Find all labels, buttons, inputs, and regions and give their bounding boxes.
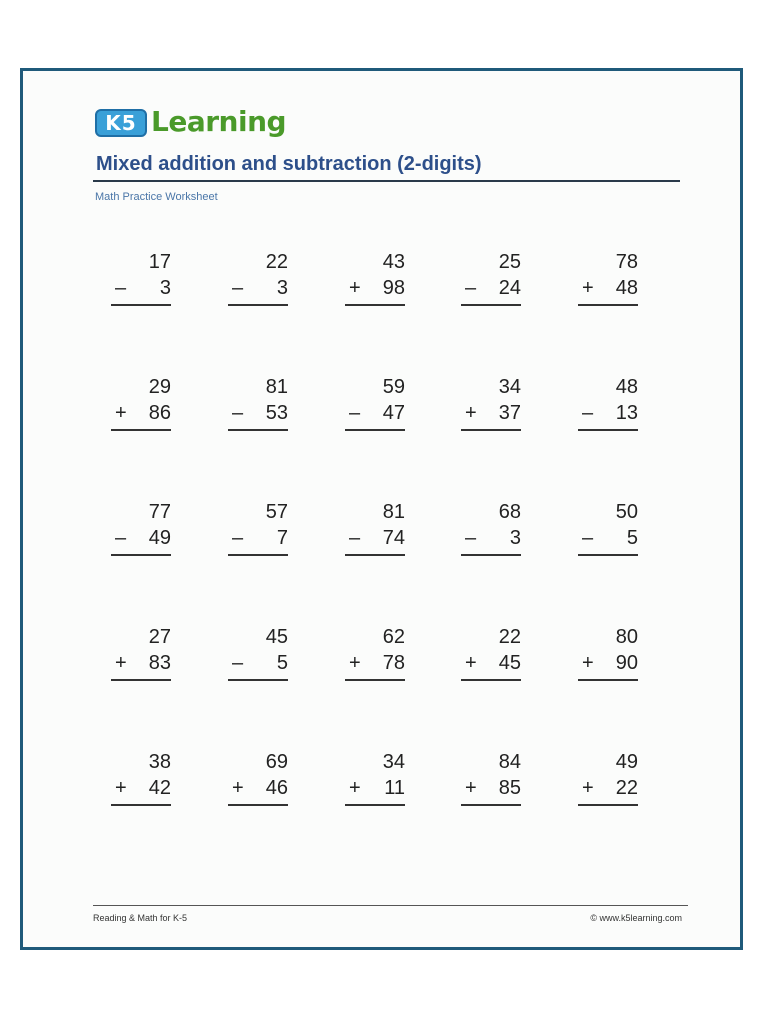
second-operand: 49	[148, 527, 171, 549]
problem-top-row	[578, 374, 648, 400]
answer-line	[461, 679, 521, 681]
answer-line	[345, 679, 405, 681]
problem-r4-c5	[578, 624, 648, 676]
operator-sign: –	[232, 402, 244, 424]
problem-bottom-row	[578, 650, 648, 676]
problem-bottom-row	[461, 775, 531, 801]
problem-top-row	[461, 749, 531, 775]
second-operand: 53	[265, 402, 288, 424]
second-operand: 90	[615, 652, 638, 674]
problem-r4-c3	[345, 624, 415, 676]
footer-divider	[93, 905, 688, 906]
problem-r5-c4	[461, 749, 531, 801]
answer-line	[111, 304, 171, 306]
second-operand: 46	[265, 777, 288, 799]
second-operand: 5	[276, 652, 288, 674]
first-operand: 81	[265, 376, 288, 398]
problem-top-row	[578, 624, 648, 650]
first-operand: 62	[382, 626, 405, 648]
answer-line	[111, 679, 171, 681]
problem-r5-c1	[111, 749, 181, 801]
worksheet-title: Mixed addition and subtraction (2-digits)	[96, 153, 482, 175]
answer-line	[228, 554, 288, 556]
answer-line	[578, 304, 638, 306]
operator-sign: +	[582, 777, 594, 799]
problem-bottom-row	[228, 775, 298, 801]
problem-bottom-row	[461, 275, 531, 301]
problem-top-row	[111, 624, 181, 650]
operator-sign: +	[465, 402, 477, 424]
problem-bottom-row	[228, 525, 298, 551]
first-operand: 77	[148, 501, 171, 523]
operator-sign: +	[115, 402, 127, 424]
problem-r3-c5	[578, 499, 648, 551]
problem-bottom-row	[461, 525, 531, 551]
answer-line	[228, 804, 288, 806]
first-operand: 45	[265, 626, 288, 648]
answer-line	[461, 429, 521, 431]
answer-line	[345, 304, 405, 306]
problem-r2-c3	[345, 374, 415, 426]
operator-sign: +	[465, 777, 477, 799]
second-operand: 86	[148, 402, 171, 424]
problem-bottom-row	[228, 275, 298, 301]
problem-bottom-row	[111, 775, 181, 801]
second-operand: 83	[148, 652, 171, 674]
problem-r3-c1	[111, 499, 181, 551]
answer-line	[578, 554, 638, 556]
problem-r5-c5	[578, 749, 648, 801]
answer-line	[461, 554, 521, 556]
answer-line	[345, 429, 405, 431]
problem-bottom-row	[461, 650, 531, 676]
first-operand: 84	[498, 751, 521, 773]
problem-bottom-row	[578, 400, 648, 426]
problem-top-row	[228, 374, 298, 400]
problem-bottom-row	[578, 275, 648, 301]
operator-sign: +	[582, 277, 594, 299]
problem-r1-c3	[345, 249, 415, 301]
first-operand: 50	[615, 501, 638, 523]
problem-r4-c4	[461, 624, 531, 676]
problem-top-row	[461, 624, 531, 650]
problem-bottom-row	[111, 525, 181, 551]
problem-bottom-row	[228, 400, 298, 426]
second-operand: 45	[498, 652, 521, 674]
first-operand: 38	[148, 751, 171, 773]
problem-top-row	[345, 249, 415, 275]
problem-top-row	[461, 249, 531, 275]
operator-sign: +	[349, 652, 361, 674]
problem-top-row	[228, 624, 298, 650]
operator-sign: –	[349, 527, 361, 549]
problem-r4-c1	[111, 624, 181, 676]
second-operand: 47	[382, 402, 405, 424]
problem-top-row	[345, 624, 415, 650]
second-operand: 3	[509, 527, 521, 549]
answer-line	[111, 804, 171, 806]
problem-bottom-row	[228, 650, 298, 676]
problem-bottom-row	[578, 525, 648, 551]
first-operand: 34	[382, 751, 405, 773]
problem-top-row	[228, 749, 298, 775]
second-operand: 11	[384, 777, 405, 799]
answer-line	[345, 554, 405, 556]
operator-sign: +	[115, 652, 127, 674]
problem-top-row	[578, 749, 648, 775]
problem-r1-c1	[111, 249, 181, 301]
answer-line	[578, 679, 638, 681]
problem-top-row	[578, 499, 648, 525]
operator-sign: +	[115, 777, 127, 799]
problem-r5-c3	[345, 749, 415, 801]
problem-bottom-row	[345, 275, 415, 301]
operator-sign: –	[232, 277, 244, 299]
operator-sign: –	[232, 652, 244, 674]
problem-r2-c5	[578, 374, 648, 426]
second-operand: 7	[276, 527, 288, 549]
title-divider	[93, 180, 680, 182]
operator-sign: –	[115, 277, 127, 299]
first-operand: 78	[615, 251, 638, 273]
problem-bottom-row	[461, 400, 531, 426]
operator-sign: –	[582, 527, 594, 549]
problem-top-row	[111, 499, 181, 525]
answer-line	[578, 804, 638, 806]
problem-bottom-row	[345, 400, 415, 426]
problem-bottom-row	[578, 775, 648, 801]
problem-r3-c4	[461, 499, 531, 551]
problem-top-row	[345, 499, 415, 525]
answer-line	[111, 554, 171, 556]
second-operand: 24	[498, 277, 521, 299]
problem-r5-c2	[228, 749, 298, 801]
second-operand: 74	[382, 527, 405, 549]
second-operand: 22	[615, 777, 638, 799]
problem-bottom-row	[111, 275, 181, 301]
problem-top-row	[228, 249, 298, 275]
operator-sign: –	[349, 402, 361, 424]
problem-top-row	[345, 749, 415, 775]
operator-sign: –	[465, 527, 477, 549]
operator-sign: +	[582, 652, 594, 674]
answer-line	[345, 804, 405, 806]
answer-line	[111, 429, 171, 431]
operator-sign: +	[349, 277, 361, 299]
problem-r3-c3	[345, 499, 415, 551]
second-operand: 78	[382, 652, 405, 674]
problem-r3-c2	[228, 499, 298, 551]
answer-line	[228, 304, 288, 306]
first-operand: 57	[265, 501, 288, 523]
operator-sign: –	[465, 277, 477, 299]
second-operand: 5	[626, 527, 638, 549]
problem-bottom-row	[345, 525, 415, 551]
answer-line	[461, 304, 521, 306]
k5-learning-logo	[95, 103, 285, 143]
problem-top-row	[345, 374, 415, 400]
second-operand: 42	[148, 777, 171, 799]
problem-top-row	[461, 499, 531, 525]
first-operand: 69	[265, 751, 288, 773]
first-operand: 22	[265, 251, 288, 273]
problem-bottom-row	[345, 775, 415, 801]
second-operand: 98	[382, 277, 405, 299]
problem-r2-c4	[461, 374, 531, 426]
second-operand: 48	[615, 277, 638, 299]
problem-top-row	[578, 249, 648, 275]
answer-line	[461, 804, 521, 806]
operator-sign: +	[349, 777, 361, 799]
first-operand: 17	[148, 251, 171, 273]
operator-sign: –	[115, 527, 127, 549]
operator-sign: –	[232, 527, 244, 549]
problem-r4-c2	[228, 624, 298, 676]
answer-line	[228, 429, 288, 431]
first-operand: 49	[615, 751, 638, 773]
first-operand: 48	[615, 376, 638, 398]
problem-bottom-row	[111, 400, 181, 426]
problem-bottom-row	[111, 650, 181, 676]
first-operand: 81	[382, 501, 405, 523]
answer-line	[228, 679, 288, 681]
operator-sign: –	[582, 402, 594, 424]
answer-line	[578, 429, 638, 431]
problem-r2-c1	[111, 374, 181, 426]
second-operand: 85	[498, 777, 521, 799]
logo-wordmark: Learning	[151, 105, 287, 138]
footer-tagline: Reading & Math for K-5	[93, 913, 188, 923]
first-operand: 68	[498, 501, 521, 523]
second-operand: 3	[276, 277, 288, 299]
first-operand: 25	[498, 251, 521, 273]
problem-top-row	[111, 249, 181, 275]
logo-k5-badge: K5	[95, 109, 147, 137]
problem-r2-c2	[228, 374, 298, 426]
operator-sign: +	[232, 777, 244, 799]
problem-top-row	[111, 749, 181, 775]
second-operand: 37	[498, 402, 521, 424]
second-operand: 3	[159, 277, 171, 299]
first-operand: 27	[148, 626, 171, 648]
first-operand: 29	[148, 376, 171, 398]
problem-r1-c2	[228, 249, 298, 301]
first-operand: 80	[615, 626, 638, 648]
first-operand: 22	[498, 626, 521, 648]
problem-top-row	[228, 499, 298, 525]
first-operand: 43	[382, 251, 405, 273]
problem-r1-c5	[578, 249, 648, 301]
problem-bottom-row	[345, 650, 415, 676]
problem-r1-c4	[461, 249, 531, 301]
second-operand: 13	[615, 402, 638, 424]
first-operand: 34	[498, 376, 521, 398]
footer-website: © www.k5learning.com	[590, 913, 682, 923]
problem-top-row	[111, 374, 181, 400]
worksheet-subtitle: Math Practice Worksheet	[95, 191, 218, 203]
first-operand: 59	[382, 376, 405, 398]
problem-top-row	[461, 374, 531, 400]
operator-sign: +	[465, 652, 477, 674]
worksheet-page	[20, 68, 743, 950]
